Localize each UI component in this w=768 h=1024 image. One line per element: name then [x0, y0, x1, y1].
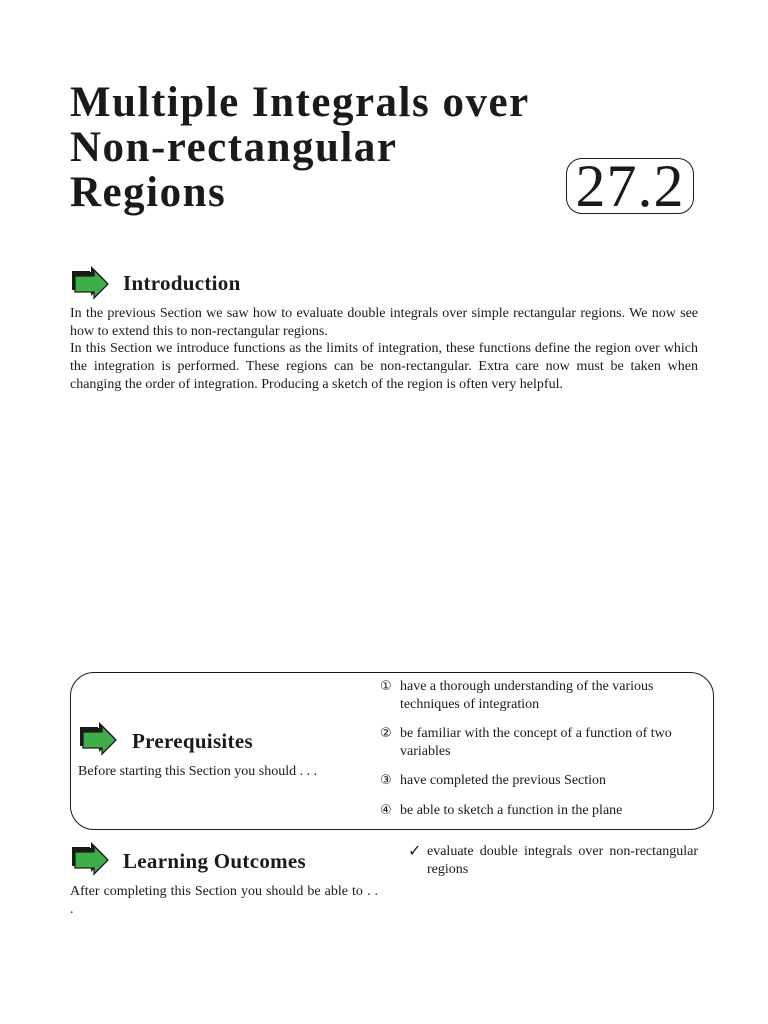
item-marker: ① — [380, 679, 392, 694]
item-text: have completed the previous Section — [400, 773, 607, 788]
title-line: Non-rectangular — [70, 124, 398, 171]
green-arrow-icon — [78, 722, 118, 756]
introduction-paragraph: In the previous Section we saw how to evaluate double integrals over simple rectangular regions. We now see how to extend this to non-rectangular regions. — [70, 306, 698, 339]
introduction-heading: Introduction — [123, 271, 241, 295]
introduction-body — [70, 305, 698, 394]
item-text: have a thorough understanding of the various techniques of integration — [400, 679, 654, 712]
check-icon: ✓ — [408, 841, 422, 860]
list-item — [380, 772, 690, 790]
learning-outcome-item — [408, 843, 698, 878]
item-marker: ② — [380, 726, 392, 741]
section-number-badge: 27.2 — [566, 158, 694, 214]
item-text: evaluate double integrals over non-rectangular regions — [427, 844, 698, 877]
item-marker: ③ — [380, 773, 392, 788]
introduction-paragraph: In this Section we introduce functions as the limits of integration, these functions define the region over which the integration is performed. These regions can be non-rectangular. Extra care now must be taken when changing the order of integration. Producing a sketch of the region is often very helpful. — [70, 341, 698, 392]
title-line: Regions — [70, 169, 227, 216]
list-item — [380, 802, 690, 820]
prerequisites-heading: Prerequisites — [132, 729, 253, 753]
title-line: Multiple Integrals over — [70, 79, 530, 126]
page-title — [70, 80, 530, 215]
learning-outcomes-lead: After completing this Section you should be able to . . . — [70, 884, 378, 917]
green-arrow-icon — [70, 842, 110, 876]
list-item — [380, 678, 690, 713]
item-text: be familiar with the concept of a function of two variables — [400, 726, 672, 759]
green-arrow-icon — [70, 266, 110, 300]
learning-outcomes-heading: Learning Outcomes — [123, 849, 307, 873]
list-item — [380, 725, 690, 760]
item-text: be able to sketch a function in the plane — [400, 803, 623, 818]
prerequisites-lead: Before starting this Section you should . . . — [78, 764, 318, 779]
item-marker: ④ — [380, 803, 392, 818]
